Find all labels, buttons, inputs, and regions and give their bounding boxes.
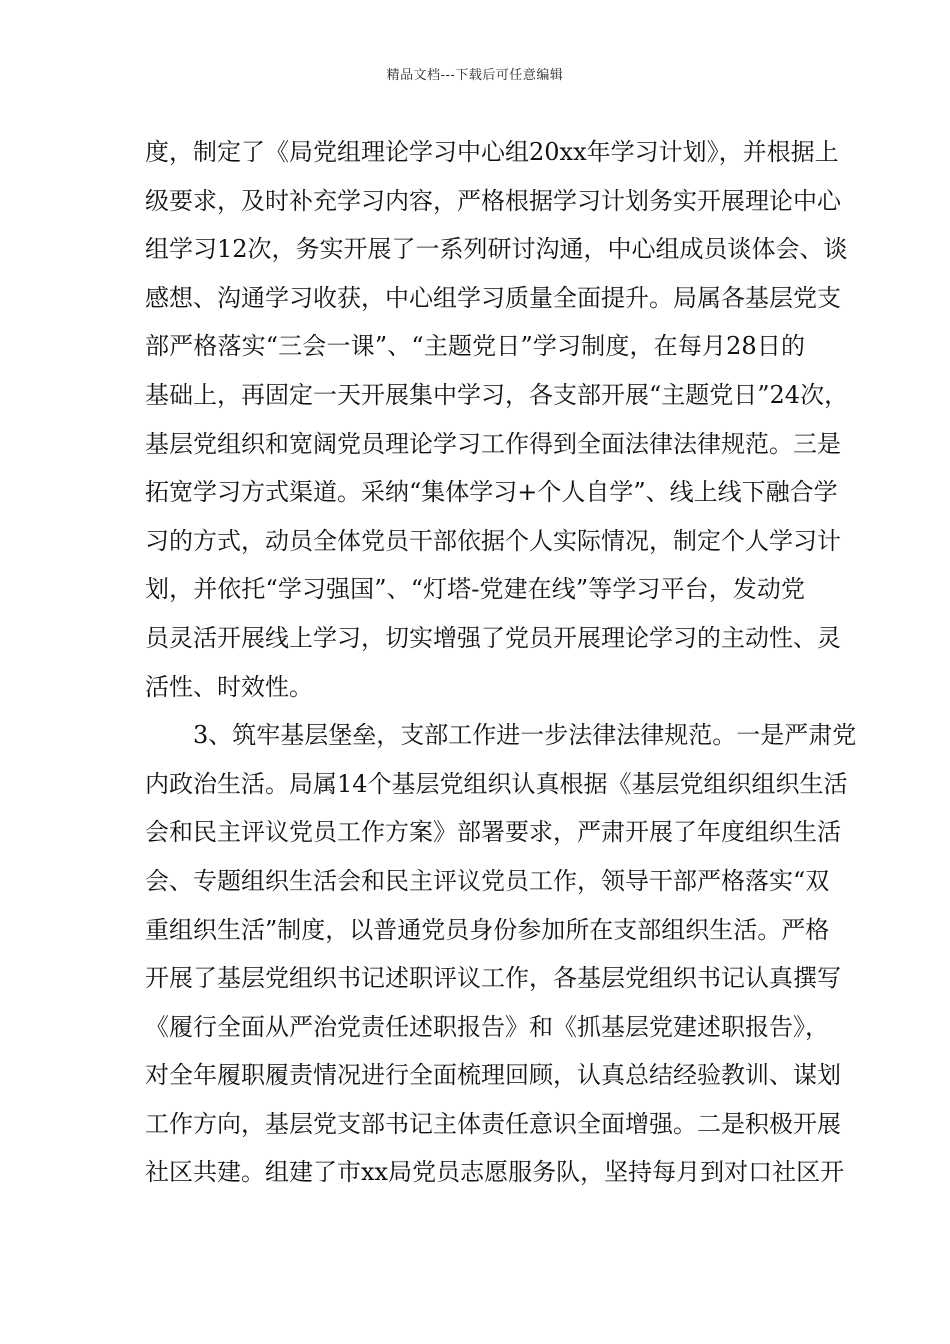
- text-line: 基层党组织和宽阔党员理论学习工作得到全面法律法律规范。三是: [145, 429, 841, 458]
- text-line: 对全年履职履责情况进行全面梳理回顾，认真总结经验教训、谋划: [145, 1061, 841, 1090]
- text-line: 员灵活开展线上学习，切实增强了党员开展理论学习的主动性、灵: [145, 623, 841, 652]
- text-line: 习的方式，动员全体党员干部依据个人实际情况，制定个人学习计: [145, 526, 841, 555]
- text-line: 内政治生活。局属14个基层党组织认真根据《基层党组织组织生活: [145, 769, 848, 798]
- text-line: 《履行全面从严治党责任述职报告》和《抓基层党建述职报告》，: [145, 1012, 829, 1041]
- page-header: 精品文档---下载后可任意编辑: [386, 68, 564, 83]
- text-line: 级要求，及时补充学习内容，严格根据学习计划务实开展理论中心: [145, 186, 841, 215]
- text-line: 部严格落实“三会一课”、“主题党日”学习制度，在每月28日的: [145, 332, 805, 361]
- text-line: 工作方向，基层党支部书记主体责任意识全面增强。二是积极开展: [145, 1109, 841, 1138]
- text-line: 会、专题组织生活会和民主评议党员工作，领导干部严格落实“双: [145, 866, 830, 895]
- text-line: 基础上，再固定一天开展集中学习，各支部开展“主题党日”24次，: [145, 380, 849, 409]
- text-line: 感想、沟通学习收获，中心组学习质量全面提升。局属各基层党支: [145, 283, 841, 312]
- text-line: 度，制定了《局党组理论学习中心组20xx年学习计划》，并根据上: [145, 138, 839, 166]
- text-line: 会和民主评议党员工作方案》部署要求，严肃开展了年度组织生活: [145, 818, 841, 847]
- paragraph-2: [145, 713, 857, 1199]
- text-line: 拓宽学习方式渠道。采纳“集体学习+个人自学”、线上线下融合学: [145, 478, 838, 507]
- document-body: [145, 130, 857, 1199]
- text-line: 社区共建。组建了市xx局党员志愿服务队，坚持每月到对口社区开: [145, 1158, 845, 1187]
- paragraph-1: [145, 130, 849, 713]
- text-line: 3、筑牢基层堡垒，支部工作进一步法律法律规范。一是严肃党: [193, 721, 857, 750]
- text-line: 重组织生活”制度，以普通党员身份参加所在支部组织生活。严格: [145, 915, 830, 944]
- text-line: 开展了基层党组织书记述职评议工作，各基层党组织书记认真撰写: [145, 964, 841, 993]
- text-line: 组学习12次，务实开展了一系列研讨沟通，中心组成员谈体会、谈: [145, 235, 848, 264]
- text-line: 活性、时效性。: [145, 672, 313, 701]
- text-line: 划，并依托“学习强国”、“灯塔-党建在线”等学习平台，发动党: [145, 575, 805, 604]
